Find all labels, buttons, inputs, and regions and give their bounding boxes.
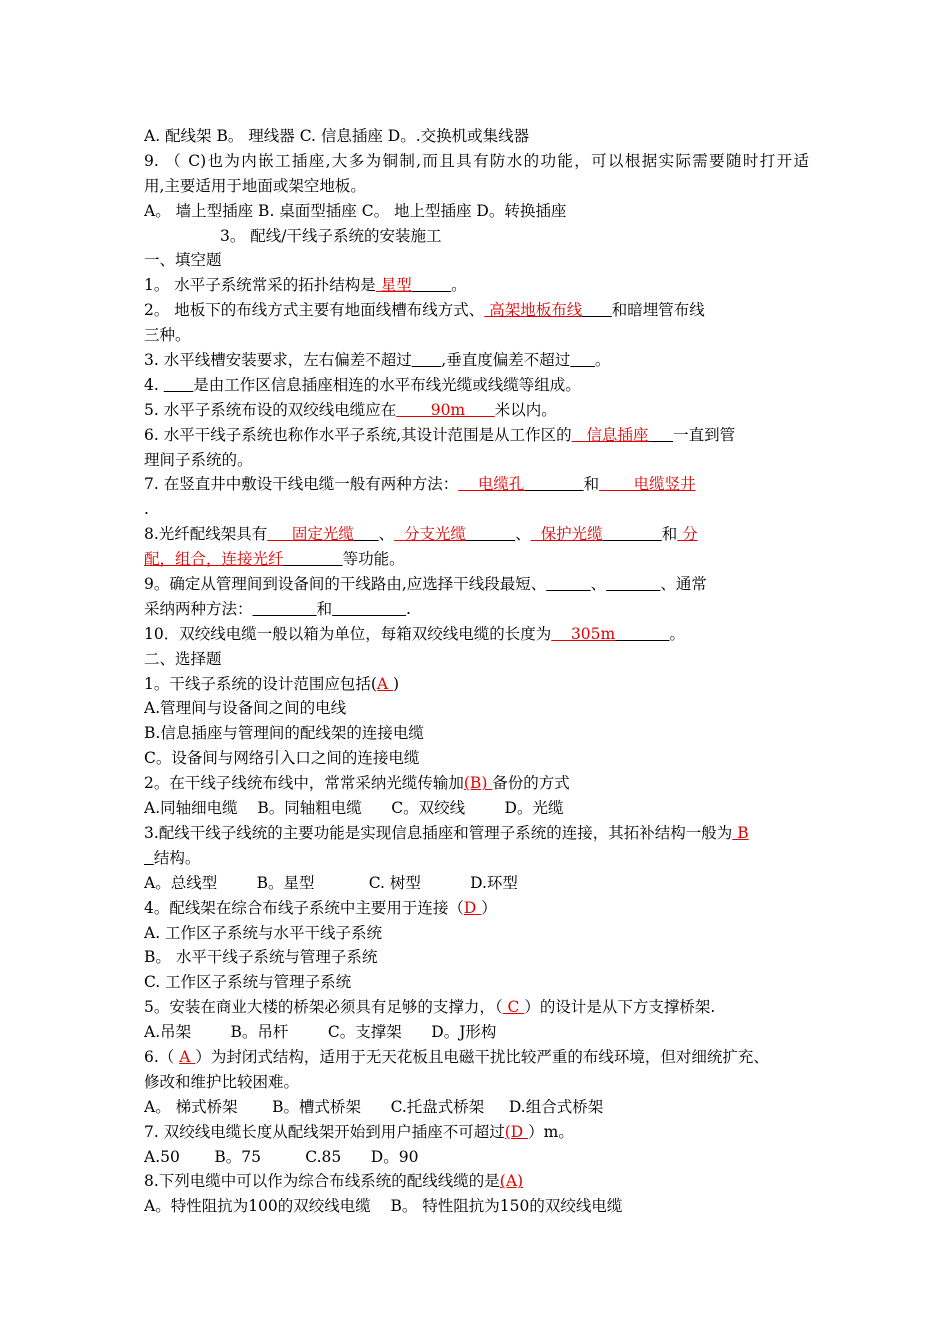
question-text: 2。在干线子线统布线中，常常采纳光缆传输加 <box>144 774 464 793</box>
question-text: 一直到管 <box>673 425 736 444</box>
fill-q9 <box>144 572 809 597</box>
answer-text: 90m <box>396 400 495 419</box>
blank <box>284 550 343 568</box>
answer-text: (B) <box>463 774 493 793</box>
blank <box>603 525 662 543</box>
choice-option: C。设备间与网络引入口之间的连接电缆 <box>144 749 420 768</box>
choice-option: A.管理间与设备间之间的电线 <box>144 699 347 718</box>
blank <box>546 575 590 593</box>
question-text: 5. 水平子系统布设的双绞线电缆应在 <box>144 400 397 419</box>
blank <box>332 600 406 618</box>
fill-q2-cont: 三种。 <box>144 326 191 345</box>
choice-q6-cont: 修改和维护比较困难。 <box>144 1072 300 1091</box>
choice-q1 <box>144 672 809 697</box>
answer-text: 电缆竖井 <box>599 475 696 494</box>
choice-q2 <box>144 771 809 796</box>
fill-q7-cont: . <box>144 500 149 519</box>
choice-option: C. 工作区子系统与管理子系统 <box>144 973 352 992</box>
answer-text: B <box>732 823 749 842</box>
document-body <box>144 124 809 1219</box>
question-text: 4。配线架在综合布线子系统中主要用于连接（ <box>144 898 464 917</box>
answer-text: 高架地板布线 <box>484 301 583 320</box>
question-text: 6.（ <box>144 1047 180 1066</box>
question-text: 7. 在竖直井中敷设干线电缆一般有两种方法： <box>144 475 459 494</box>
answer-text: 分 <box>677 525 698 544</box>
question-text: 等功能。 <box>342 550 405 569</box>
blank <box>648 426 673 444</box>
question-text: 备份的方式 <box>492 774 570 793</box>
answer-text: D <box>463 898 482 917</box>
answer-text: 固定光缆 <box>267 525 354 544</box>
question-text: ）的设计是从下方支撑桥架. <box>524 998 716 1017</box>
question-text: ）为封闭式结构，适用于无天花板且电磁干扰比较严重的布线环境，但对细统扩充、 <box>195 1047 769 1066</box>
blank <box>466 525 515 543</box>
q8-options: A. 配线架 B。 理线器 C. 信息插座 D。.交换机或集线器 <box>144 127 530 145</box>
fill-q1 <box>144 273 809 298</box>
blank <box>606 575 660 593</box>
answer-text: 电缆孔 <box>458 475 525 494</box>
choice-q4 <box>144 896 809 921</box>
question-text: 9。确定从管理间到设备间的干线路由,应选择干线段最短、 <box>144 575 547 594</box>
question-text: 和 <box>316 599 333 618</box>
choice-q8 <box>144 1169 809 1194</box>
fill-q2 <box>144 298 809 323</box>
question-text: 3.配线干线子线统的主要功能是实现信息插座和管理子系统的连接，其拓补结构一般为 <box>144 823 733 842</box>
choice-option: A. 工作区子系统与水平干线子系统 <box>144 923 383 942</box>
choice-option: B。 水平干线子系统与管理子系统 <box>144 948 378 967</box>
question-text: 、 <box>590 575 607 594</box>
answer-text: 星型 <box>375 276 412 295</box>
question-text: 和 <box>661 525 678 544</box>
choice-header: 二、选择题 <box>144 649 222 668</box>
fill-q10 <box>144 622 809 647</box>
question-text: 3. 水平线槽安装要求，左右偏差不超过 <box>144 351 412 370</box>
fill-q4 <box>144 373 809 398</box>
blank <box>524 475 583 493</box>
fill-q8-cont <box>144 547 809 572</box>
question-text: . <box>406 599 411 618</box>
question-text: 8.光纤配线架具有 <box>144 525 268 544</box>
question-text: 1。 水平子系统常采的拓扑结构是 <box>144 276 376 295</box>
blank <box>412 351 442 369</box>
blank <box>164 376 194 394</box>
answer-text: 信息插座 <box>571 425 649 444</box>
question-text: 1。干线子系统的设计范围应包括( <box>144 674 377 693</box>
answer-text: A <box>376 674 394 693</box>
choice-q3 <box>144 821 809 846</box>
choice-q3-cont <box>144 846 809 871</box>
choice-options: A。总线型 B。星型 C. 树型 D.环型 <box>144 873 518 892</box>
choice-q5 <box>144 995 809 1020</box>
choice-options: A.同轴细电缆 B。同轴粗电缆 C。双绞线 D。光缆 <box>144 799 564 818</box>
fill-q9-cont <box>144 597 809 622</box>
question-text: 、 <box>515 525 531 544</box>
answer-text: 保护光缆 <box>530 525 603 544</box>
choice-option: B.信息插座与管理间的配线架的连接电缆 <box>144 724 424 743</box>
question-text: 2。 地板下的布线方式主要有地面线槽布线方式、 <box>144 301 485 320</box>
answer-text: C <box>502 998 525 1017</box>
question-text: 和暗埋管布线 <box>611 301 705 320</box>
blank <box>354 525 379 543</box>
question-text: 10．双绞线电缆一般以箱为单位，每箱双绞线电缆的长度为 <box>144 624 552 643</box>
question-text: 是由工作区信息插座相连的水平布线光缆或线缆等组成。 <box>193 375 581 394</box>
question-text: 结构。 <box>153 848 201 867</box>
fill-q8 <box>144 522 809 547</box>
question-text: 。 <box>594 351 611 370</box>
question-text: 和 <box>583 475 600 494</box>
blank <box>582 301 612 319</box>
q9-options: A。 墙上型插座 B. 桌面型插座 C。 地上型插座 D。转换插座 <box>144 201 567 220</box>
fill-q7 <box>144 472 809 497</box>
question-text: 。 <box>451 276 467 295</box>
answer-text: (D <box>504 1122 529 1141</box>
q9-stem-cont: 用,主要适用于地面或架空地板。 <box>144 176 366 195</box>
answer-text: 305m <box>551 624 616 643</box>
question-text: 7. 双绞线电缆长度从配线架开始到用户插座不可超过 <box>144 1122 505 1141</box>
choice-options: A.50 B。75 C.85 D。90 <box>144 1147 419 1166</box>
choice-q7 <box>144 1120 809 1145</box>
fill-q3 <box>144 348 809 373</box>
answer-text: 分支光缆 <box>394 525 466 544</box>
question-text: ）m。 <box>528 1122 574 1141</box>
blank <box>615 625 669 643</box>
answer-text: A <box>179 1047 196 1066</box>
answer-text: (A) <box>499 1172 524 1191</box>
question-text: ,垂直度偏差不超过 <box>441 351 571 370</box>
answer-text: 配，组合，连接光纤 <box>144 550 284 569</box>
question-text: 米以内。 <box>494 400 557 419</box>
choice-options: A。特性阻抗为100的双绞线电缆 B。 特性阻抗为150的双绞线电缆 <box>144 1197 623 1216</box>
question-text: 。 <box>669 624 685 643</box>
question-text: 8.下列电缆中可以作为综合布线系统的配线线缆的是 <box>144 1172 500 1191</box>
choice-q6 <box>144 1045 809 1070</box>
question-text: 4. <box>144 375 164 394</box>
fill-q6-cont: 理间子系统的。 <box>144 450 253 469</box>
blank <box>412 276 451 294</box>
fill-q5 <box>144 398 809 423</box>
question-text: ） <box>481 898 497 917</box>
question-text: 6. 水平干线子系统也称作水平子系统,其设计范围是从工作区的 <box>144 425 572 444</box>
question-text: 5。安装在商业大楼的桥架必须具有足够的支撑力，（ <box>144 998 503 1017</box>
choice-options: A。 梯式桥架 B。槽式桥架 C.托盘式桥架 D.组合式桥架 <box>144 1097 604 1116</box>
blank <box>144 849 154 867</box>
question-text: 、 <box>378 525 395 544</box>
fill-blank-header: 一、填空题 <box>144 251 222 270</box>
blank <box>253 600 317 618</box>
question-text: 采纳两种方法： <box>144 599 253 618</box>
fill-q6 <box>144 423 809 448</box>
question-text: ) <box>393 674 400 693</box>
q9-stem: 9. （ C)也为内嵌工插座,大多为铜制,而且具有防水的功能，可以根据实际需要随时打开适 <box>144 151 809 170</box>
choice-options: A.吊架 B。吊杆 C。支撑架 D。J形构 <box>144 1023 497 1042</box>
section-title: 3。 配线/干线子系统的安装施工 <box>220 226 442 245</box>
blank <box>570 351 595 369</box>
question-text: 、通常 <box>660 575 707 594</box>
